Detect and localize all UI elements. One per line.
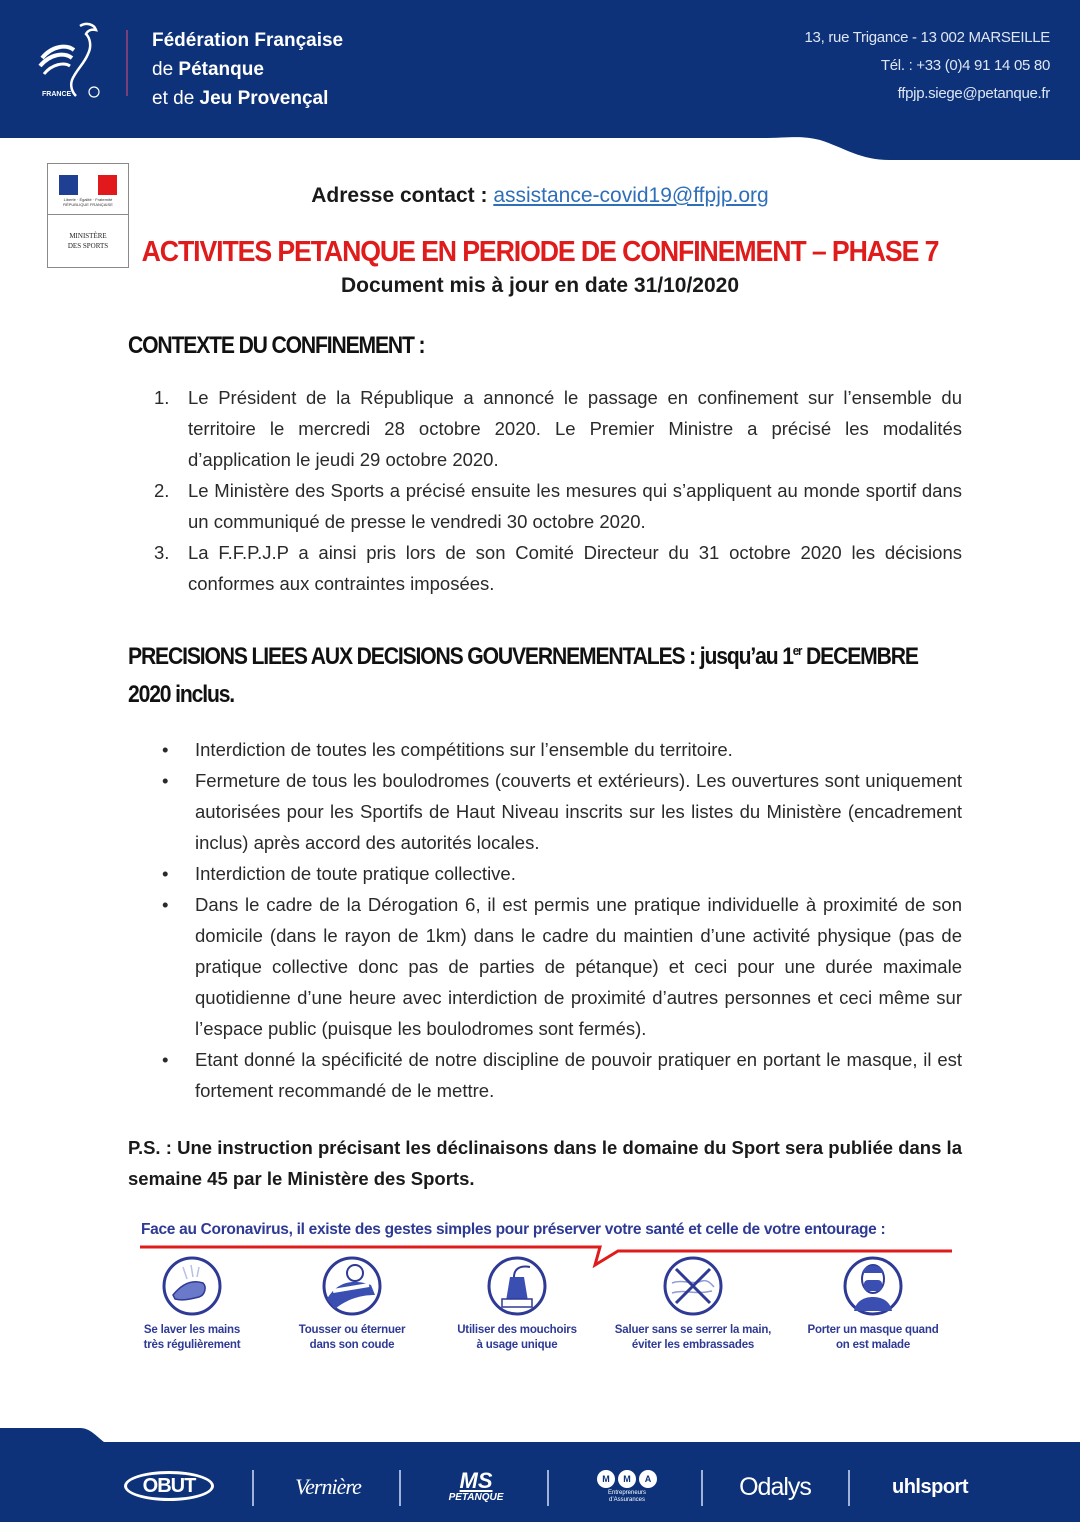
barrier-gesture: [107, 1255, 277, 1353]
precision-item-text: Interdiction de toutes les compétitions sur l’ensemble du territoire.: [195, 739, 733, 760]
logo-divider: [126, 30, 128, 96]
precision-item: [162, 1044, 962, 1106]
gesture-caption-line-1: Porter un masque quand: [807, 1324, 939, 1336]
svg-text:FRANCE: FRANCE: [42, 91, 72, 98]
context-heading: CONTEXTE DU CONFINEMENT :: [128, 332, 425, 359]
precision-item: [162, 765, 962, 858]
mma-circle: A: [639, 1470, 657, 1488]
bullet-icon: •: [162, 863, 169, 884]
precision-item-text: Interdiction de toute pratique collective.: [195, 863, 516, 884]
gesture-caption-line-2: à usage unique: [476, 1339, 558, 1351]
mma-tagline-1: Entrepreneurs: [607, 1490, 647, 1496]
gesture-caption-line-1: Saluer sans se serrer la main,: [614, 1324, 772, 1336]
federation-email[interactable]: ffpjp.siege@petanque.fr: [897, 85, 1050, 102]
ministry-name-line-1: MINISTÈRE: [69, 232, 107, 240]
sponsor-divider: [848, 1470, 850, 1506]
federation-contact: [805, 24, 1050, 108]
republic-name: RÉPUBLIQUE FRANÇAISE: [63, 202, 113, 207]
federation-phone: Tél. : +33 (0)4 91 14 05 80: [880, 57, 1050, 74]
sponsor-divider: [399, 1470, 401, 1506]
sponsor-divider: [252, 1470, 254, 1506]
ms-logo-text: PETANQUE: [448, 1492, 504, 1503]
barrier-gesture: [608, 1255, 778, 1353]
gesture-caption-line-1: Tousser ou éternuer: [298, 1324, 406, 1336]
federation-line-1: Fédération Française: [152, 30, 344, 51]
precision-item-text: Dans le cadre de la Dérogation 6, il est permis une pratique individuelle à proximité de son domicile (dans le rayon de 1km) dans le cadre du maintien d’une activité physique (pas de pratique collective donc pas de parties de pétanque) et ceci pour une durée maximale quotidienne d’une heure avec interdiction de proximité d’autres personnes et ceci même sur l’espace public (puisque les boulodromes sont fermés).: [195, 894, 962, 1039]
precisions-heading-end: DECEMBRE 2020 inclus.: [128, 643, 918, 708]
cough-elbow-icon: [321, 1255, 383, 1317]
document-title: ACTIVITES PETANQUE EN PERIODE DE CONFINEMENT – PHASE 7: [141, 236, 939, 268]
list-number: 3.: [154, 542, 170, 563]
sponsor-verniere-logo: Vernière: [295, 1474, 361, 1499]
sponsor-divider: [701, 1470, 703, 1506]
mma-circle: M: [618, 1470, 636, 1488]
context-item-text: La F.F.P.J.P a ainsi pris lors de son Comité Directeur du 31 octobre 2020 les décisions conformes aux contraintes imposées.: [188, 542, 962, 594]
sponsor-odalys-logo: Odalys: [739, 1472, 811, 1501]
federation-line-3-bold: Jeu Provençal: [199, 88, 329, 109]
precisions-list: [162, 734, 962, 1106]
precisions-heading-text: PRECISIONS LIEES AUX DECISIONS GOUVERNEMENTALES : jusqu’au 1: [128, 643, 793, 670]
barrier-gesture: [432, 1255, 602, 1353]
ffpjp-rooster-logo-icon: [36, 20, 106, 100]
ms-logo-mark: MS: [459, 1468, 493, 1493]
tissue-icon: [486, 1255, 548, 1317]
precisions-heading: [128, 632, 962, 714]
list-number: 2.: [154, 480, 170, 501]
context-item: [154, 382, 962, 475]
list-number: 1.: [154, 387, 170, 408]
gesture-caption-line-1: Se laver les mains: [143, 1324, 241, 1336]
context-list: [154, 382, 962, 599]
contact-label: Adresse contact :: [311, 184, 494, 207]
sponsor-ms-petanque-logo: [436, 1462, 516, 1512]
no-handshake-icon: [662, 1255, 724, 1317]
federation-line-2-prefix: de: [152, 59, 179, 80]
barrier-gesture: [788, 1255, 958, 1353]
mma-circle: M: [597, 1470, 615, 1488]
gesture-caption-line-2: très régulièrement: [143, 1339, 241, 1351]
sponsor-divider: [547, 1470, 549, 1506]
sponsor-uhlsport-logo: uhlsport: [892, 1475, 968, 1498]
barrier-gestures-title: Face au Coronavirus, il existe des gestes simples pour préserver votre santé et celle de votre entourage :: [141, 1221, 886, 1238]
letterhead-header: [0, 0, 1080, 165]
bullet-icon: •: [162, 770, 169, 791]
contact-line: [0, 184, 1080, 208]
context-item-text: Le Président de la République a annoncé le passage en confinement sur l’ensemble du territoire le mercredi 28 octobre 2020. Le Premier Ministre a précisé les modalités d’application le jeudi 29 octobre 2020.: [188, 387, 962, 470]
hand-washing-icon: [161, 1255, 223, 1317]
postscript: P.S. : Une instruction précisant les déclinaisons dans le domaine du Sport sera publiée dans la semaine 45 par le Ministère des Sports.: [128, 1137, 962, 1189]
gesture-caption-line-1: Utiliser des mouchoirs: [457, 1324, 577, 1336]
contact-email-link[interactable]: assistance-covid19@ffpjp.org: [493, 184, 769, 207]
precisions-heading-sup: er: [792, 643, 802, 658]
barrier-gesture: [267, 1255, 437, 1353]
republic-motto: Liberté · Égalité · Fraternité: [63, 197, 113, 202]
document-update-date: Document mis à jour en date 31/10/2020: [341, 274, 739, 297]
context-item: [154, 537, 962, 599]
precision-item: [162, 858, 962, 889]
context-item: [154, 475, 962, 537]
context-item-text: Le Ministère des Sports a précisé ensuite les mesures qui s’appliquent au monde sportif dans un communiqué de presse le vendredi 30 octobre 2020.: [188, 480, 962, 532]
gesture-caption-line-2: dans son coude: [309, 1339, 395, 1351]
federation-line-2-bold: Pétanque: [178, 59, 264, 80]
federation-line-3-prefix: et de: [152, 88, 200, 109]
precision-item: [162, 889, 962, 1044]
precision-item: [162, 734, 962, 765]
bullet-icon: •: [162, 739, 169, 760]
mma-tagline-2: d’Assurances: [608, 1497, 646, 1503]
sponsor-mma-logo: [582, 1462, 672, 1512]
precision-item-text: Etant donné la spécificité de notre discipline de pouvoir pratiquer en portant le masque, il est fortement recommandé de le mettre.: [195, 1049, 962, 1101]
gesture-caption-line-2: éviter les embrassades: [631, 1339, 755, 1351]
bullet-icon: •: [162, 1049, 169, 1070]
face-mask-icon: [842, 1255, 904, 1317]
gesture-caption-line-2: on est malade: [835, 1339, 911, 1351]
bullet-icon: •: [162, 894, 169, 915]
precision-item-text: Fermeture de tous les boulodromes (couverts et extérieurs). Les ouvertures sont uniquement autorisées pour les Sportifs de Haut Niveau inscrits sur les listes du Ministère (encadrement inclus) après accord des autorités locales.: [195, 770, 962, 853]
federation-name: [152, 26, 343, 113]
federation-address: 13, rue Trigance - 13 002 MARSEILLE: [804, 29, 1050, 46]
ministry-name-line-2: DES SPORTS: [67, 242, 109, 250]
sponsor-obut-logo: OBUT: [124, 1471, 214, 1501]
